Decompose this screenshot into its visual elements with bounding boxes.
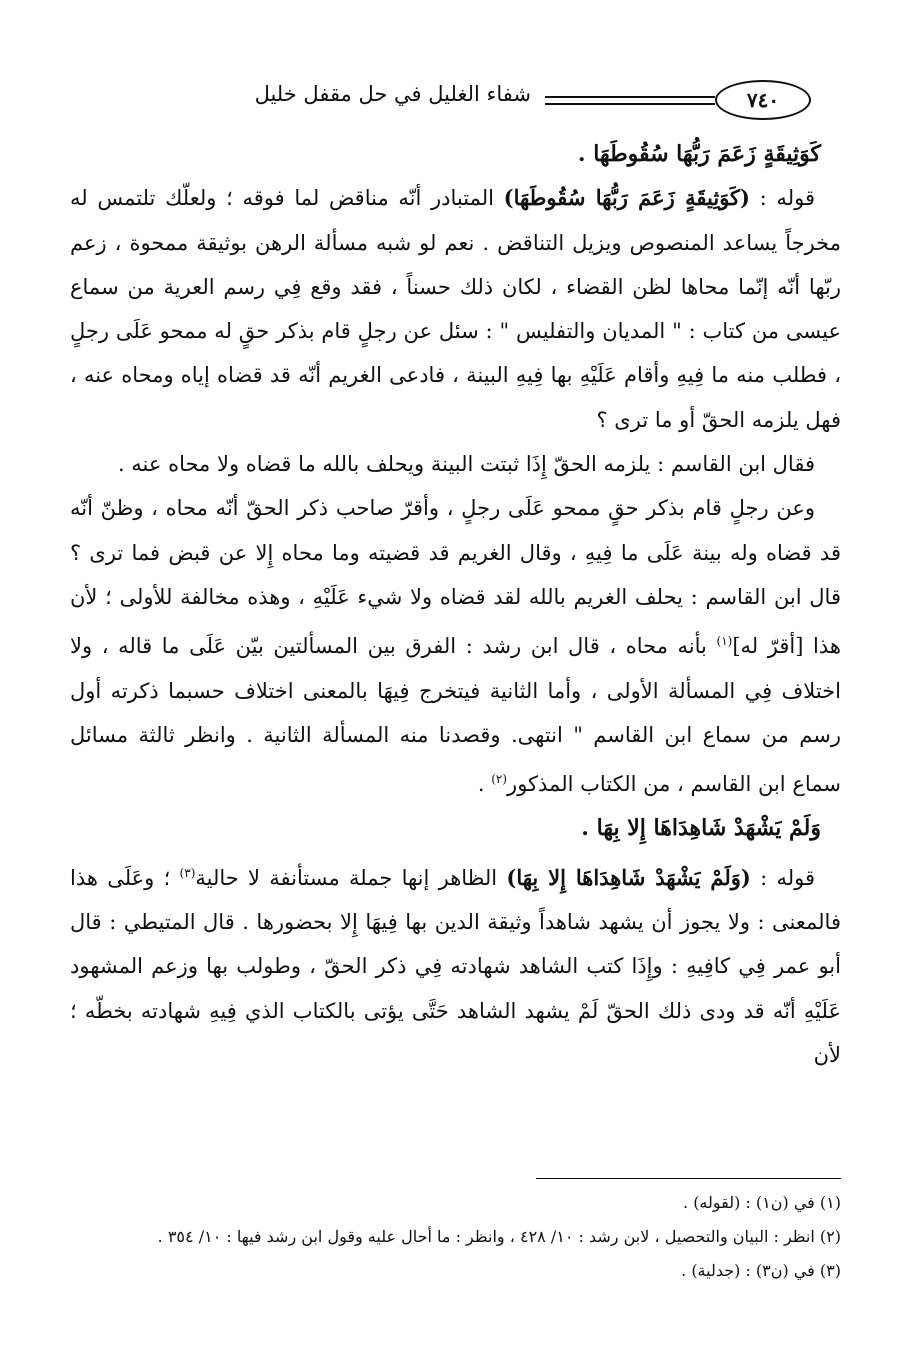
paragraph-lead: قوله :: [750, 865, 815, 890]
footnote-ref: (١): [716, 634, 733, 649]
commentary-paragraph: [70, 176, 841, 442]
footnote-ref: (٣): [179, 865, 196, 880]
footnote: (٣) في (ن٣) : (جدلية) .: [681, 1261, 841, 1280]
commentary-paragraph: فقال ابن القاسم : يلزمه الحقّ إِذَا ثبتت البينة ويحلف بالله ما قضاه ولا محاه عنه .: [117, 452, 815, 477]
lemma-heading: وَلَمْ يَشْهَدْ شَاهِدَاهَا إِلا بِهَا .: [581, 815, 821, 842]
commentary-paragraph: [70, 486, 841, 806]
paragraph-lead: قوله :: [749, 186, 815, 211]
page-number-text: ٧٤٠: [746, 88, 780, 112]
footnotes: [70, 1186, 841, 1288]
footnote: (١) في (ن١) : (لقوله) .: [683, 1193, 841, 1212]
footnote: (٢) انظر : البيان والتحصيل ، لابن رشد : ١٠/ ٤٢٨ ، وانظر : ما أحال عليه وقول ابن رشد فيها : ١٠/ ٣٥٤ .: [157, 1227, 841, 1246]
page-header: [150, 78, 811, 122]
paragraph-text: المتبادر أنّه مناقض لما فوقه ؛ ولعلّك تلتمس له مخرجاً يساعد المنصوص ويزيل التناقض . نعم لو شبه مسألة الرهن بوثيقة ممحوة ، زعم ربّها أنّه إنّما محاها لظن القضاء ، لكان ذلك حسناً ، فقد وقع فِي رسم العرية من سماع عيسى من كتاب : " المديان والتفليس " : سئل عن رجلٍ قام بذكر حقٍ له ممحو عَلَى رجلٍ ، فطلب منه ما فِيهِ وأقام عَلَيْهِ بها فِيهِ البينة ، فادعى الغريم أنّه قد قضاه إياه ومحاه عنه ، فهل يلزمه الحقّ أو ما ترى ؟: [70, 186, 841, 432]
header-rule: [545, 96, 715, 105]
main-text: [70, 132, 841, 1077]
footnote-divider: [536, 1178, 841, 1179]
quoted-lemma: (كَوَثِيقَةٍ زَعَمَ رَبُّهَا سُقُوطَهَا): [503, 185, 750, 211]
paragraph-text: الظاهر إنها جملة مستأنفة لا حالية: [195, 865, 507, 890]
paragraph-text: .: [477, 772, 492, 797]
page-number: [715, 80, 811, 120]
footnote-ref: (٢): [491, 772, 508, 787]
paragraph-text: بأنه محاه ، قال ابن رشد : الفرق بين المسألتين بيّن عَلَى ما قاله ، ولا اختلاف فِي المسألة الأولى ، وأما الثانية فيتخرج فِيهَا بالمعنى اختلاف حسبما ذكرته أول رسم من سماع ابن القاسم " انتهى. وقصدنا منه المسألة الثانية . وانظر ثالثة مسائل سماع ابن القاسم ، من الكتاب المذكور: [70, 634, 841, 797]
lemma-heading: كَوَثِيقَةٍ زَعَمَ رَبُّهَا سُقُوطَهَا .: [577, 141, 821, 167]
quoted-lemma: (وَلَمْ يَشْهَدْ شَاهِدَاهَا إِلا بِهَا): [506, 864, 751, 890]
running-title: شفاء الغليل في حل مقفل خليل: [254, 82, 531, 106]
commentary-paragraph: [70, 851, 841, 1077]
paragraph-text: وعن رجلٍ قام بذكر حقٍ ممحو عَلَى رجلٍ ، وأقرّ صاحب ذكر الحقّ أنّه محاه ، وظنّ أنّه قد قضاه وله بينة عَلَى ما فِيهِ ، وقال الغريم قد قضيته وما محاه إِلا عن قبض فما ترى ؟ قال ابن القاسم : يحلف الغريم بالله لقد قضاه ولا شيء عَلَيْهِ ، وهذه مخالفة للأولى ؛ لأن هذا [أقرّ له]: [70, 496, 841, 659]
paragraph-text: ؛ وعَلَى هذا فالمعنى : ولا يجوز أن يشهد شاهداً وثيقة الدين بها فِيهَا إِلا بحضورها . قال المتيطي : قال أبو عمر فِي كافِيهِ : وإِذَا كتب الشاهد شهادته فِي ذكر الحقّ ، وطولب بها وزعم المشهود عَلَيْهِ أنّه قد ودى ذلك الحقّ لَمْ يشهد الشاهد حَتَّى يؤتى بالكتاب الذي فِيهِ شهادته بخطّه ؛ لأن: [70, 865, 841, 1067]
